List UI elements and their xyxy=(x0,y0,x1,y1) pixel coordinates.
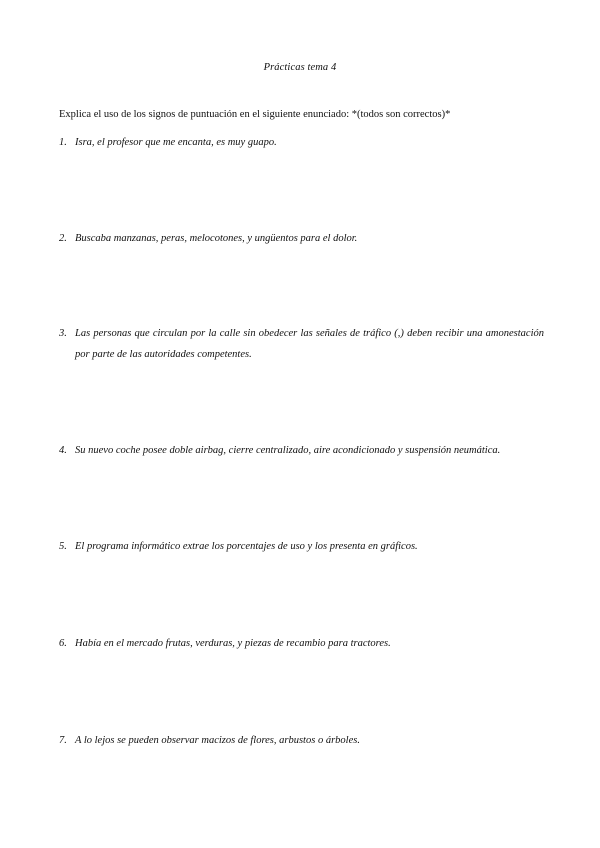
list-item-4 xyxy=(59,440,544,461)
item-text: Buscaba manzanas, peras, melocotones, y ungüentos para el dolor. xyxy=(75,233,358,244)
item-number: 5. xyxy=(59,541,67,552)
instruction-text: Explica el uso de los signos de puntuación en el siguiente enunciado: *(todos son correctos)* xyxy=(59,109,451,120)
item-text: Isra, el profesor que me encanta, es muy guapo. xyxy=(75,137,277,148)
item-number: 7. xyxy=(59,735,67,746)
list-item-7 xyxy=(59,730,544,751)
list-item-3 xyxy=(59,323,544,365)
item-number: 2. xyxy=(59,233,67,244)
item-text: Las personas que circulan por la calle sin obedecer las señales de tráfico (,) deben recibir una amonestación por parte de las autoridades competentes. xyxy=(75,328,544,360)
item-text: A lo lejos se pueden observar macizos de flores, arbustos o árboles. xyxy=(75,735,360,746)
list-item-6 xyxy=(59,633,544,654)
item-number: 3. xyxy=(59,328,67,339)
list-item-2 xyxy=(59,228,544,249)
page-title: Prácticas tema 4 xyxy=(263,62,337,73)
item-text: El programa informático extrae los porcentajes de uso y los presenta en gráficos. xyxy=(75,541,418,552)
list-item-1 xyxy=(59,132,544,153)
item-text: Había en el mercado frutas, verduras, y piezas de recambio para tractores. xyxy=(75,638,391,649)
item-text: Su nuevo coche posee doble airbag, cierre centralizado, aire acondicionado y suspensión neumática. xyxy=(75,445,501,456)
item-number: 6. xyxy=(59,638,67,649)
item-number: 1. xyxy=(59,137,67,148)
list-item-5 xyxy=(59,536,544,557)
item-number: 4. xyxy=(59,445,67,456)
